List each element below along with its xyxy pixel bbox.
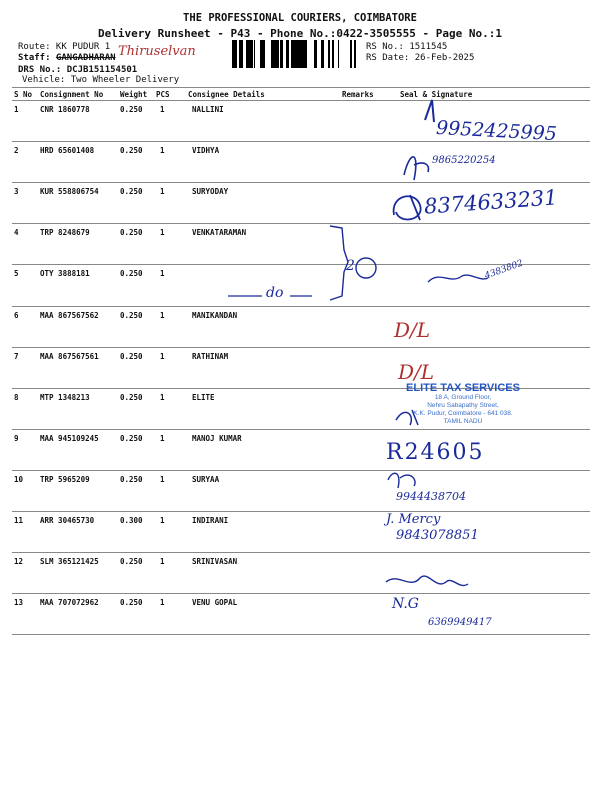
row-consignment-no: SLM 365121425 bbox=[40, 557, 99, 567]
staff-name: GANGADHARAN bbox=[55, 53, 116, 63]
phone-row-3: 8374633231 bbox=[423, 185, 559, 219]
col-consignee: Consignee Details bbox=[188, 90, 265, 99]
col-seal-signature: Seal & Signature bbox=[400, 90, 473, 99]
phone-row-11: 9843078851 bbox=[396, 528, 479, 543]
staff-handwritten: Thiruselvan bbox=[118, 44, 196, 59]
phone-row-10: 9944438704 bbox=[396, 490, 466, 503]
row-consignment-no: MAA 707072962 bbox=[40, 598, 99, 608]
signature-row-13: N.G bbox=[392, 596, 419, 612]
rs-number: RS No.: 1511545 bbox=[366, 42, 448, 52]
row-pcs: 1 bbox=[160, 557, 165, 567]
row-sno: 6 bbox=[14, 310, 19, 320]
row-pcs: 1 bbox=[160, 598, 165, 608]
row-consignee: VIDHYA bbox=[192, 146, 220, 156]
row-weight: 0.250 bbox=[120, 310, 143, 320]
row-consignee: INDIRANI bbox=[192, 516, 229, 525]
row-consignee: NALLINI bbox=[192, 105, 224, 114]
rs-date: RS Date: 26-Feb-2025 bbox=[366, 53, 475, 63]
row-sno: 11 bbox=[14, 516, 24, 525]
row-sno: 4 bbox=[14, 228, 19, 238]
row-weight: 0.250 bbox=[120, 105, 143, 114]
signature-13 bbox=[386, 576, 468, 585]
phone-row-1: 9952425995 bbox=[435, 116, 558, 146]
stamp-line-4: TAMIL NADU bbox=[443, 418, 483, 425]
row-pcs: 1 bbox=[160, 269, 165, 279]
signature-10 bbox=[388, 473, 415, 488]
stamp-title: ELITE TAX SERVICES bbox=[406, 382, 520, 394]
row-weight: 0.250 bbox=[120, 433, 143, 443]
row-sno: 2 bbox=[14, 146, 19, 156]
row-consignment-no: MAA 867567562 bbox=[40, 310, 99, 320]
row-weight: 0.250 bbox=[120, 269, 143, 279]
row-consignee: VENU GOPAL bbox=[192, 598, 238, 608]
runsheet-subtitle: Delivery Runsheet - P43 - Phone No.:0422-3505555 - Page No.:1 bbox=[98, 27, 502, 40]
row-sno: 1 bbox=[14, 105, 19, 114]
row-consignee: SURYAA bbox=[192, 474, 220, 484]
row-consignee: SURYODAY bbox=[192, 187, 229, 197]
row-sno: 8 bbox=[14, 392, 19, 402]
stamp-line-2: Nehru Sabapathy Street, bbox=[427, 402, 499, 409]
col-sno: S No bbox=[14, 90, 33, 99]
row-consignee: MANIKANDAN bbox=[192, 310, 238, 320]
signature-1 bbox=[425, 100, 434, 122]
row-consignment-no: CNR 1860778 bbox=[40, 105, 90, 114]
row-pcs: 1 bbox=[160, 474, 165, 484]
row-sno: 7 bbox=[14, 351, 19, 361]
row-pcs: 1 bbox=[160, 433, 165, 443]
row-pcs: 1 bbox=[160, 392, 165, 402]
row-consignment-no: KUR 558806754 bbox=[40, 187, 99, 197]
row-sno: 13 bbox=[14, 598, 24, 608]
row-weight: 0.300 bbox=[120, 516, 143, 525]
col-pcs: PCS bbox=[156, 90, 170, 99]
dl-row-7: D/L bbox=[398, 360, 435, 384]
signature-2 bbox=[404, 157, 428, 180]
row-consignment-no: MAA 945109245 bbox=[40, 433, 99, 443]
drs-number: DRS No.: DCJB151154501 bbox=[18, 65, 138, 75]
row-pcs: 1 bbox=[160, 310, 165, 320]
signature-3 bbox=[394, 195, 421, 220]
row-consignee: VENKATARAMAN bbox=[192, 228, 247, 238]
circle-mark bbox=[356, 258, 376, 278]
row-weight: 0.250 bbox=[120, 557, 143, 567]
row-weight: 0.250 bbox=[120, 598, 143, 608]
vehicle: Vehicle: Two Wheeler Delivery bbox=[22, 75, 180, 85]
row-sno: 3 bbox=[14, 187, 19, 197]
stamp-line-3: K.K. Pudur, Coimbatore - 641 038. bbox=[413, 410, 513, 417]
row-pcs: 1 bbox=[160, 228, 165, 238]
route: Route: KK PUDUR 1 bbox=[18, 42, 111, 52]
row-weight: 0.250 bbox=[120, 228, 143, 238]
row-weight: 0.250 bbox=[120, 187, 143, 197]
signature-row-11: J. Mercy bbox=[386, 512, 441, 527]
staff-label: Staff: bbox=[18, 53, 51, 63]
row-sno: 5 bbox=[14, 269, 19, 279]
row-consignee: SRINIVASAN bbox=[192, 557, 238, 567]
ditto-mark: do bbox=[266, 285, 284, 301]
row-pcs: 1 bbox=[160, 351, 165, 361]
phone-row-5: 4383802 bbox=[483, 258, 525, 282]
bracket-number: 2 bbox=[346, 258, 355, 274]
code-row-9: R24605 bbox=[386, 440, 485, 465]
row-consignment-no: MTP 1348213 bbox=[40, 392, 90, 402]
row-consignee: ELITE bbox=[192, 392, 215, 402]
company-title: THE PROFESSIONAL COURIERS, COIMBATORE bbox=[183, 12, 417, 24]
row-consignment-no: MAA 867567561 bbox=[40, 351, 99, 361]
row-weight: 0.250 bbox=[120, 351, 143, 361]
row-pcs: 1 bbox=[160, 516, 165, 525]
row-consignee: MANOJ KUMAR bbox=[192, 433, 242, 443]
phone-row-2: 9865220254 bbox=[432, 155, 496, 166]
row-consignee: RATHINAM bbox=[192, 351, 229, 361]
row-weight: 0.250 bbox=[120, 392, 143, 402]
row-consignment-no: ARR 30465730 bbox=[40, 516, 95, 525]
dl-row-6: D/L bbox=[394, 318, 431, 342]
col-remarks: Remarks bbox=[342, 90, 374, 99]
phone-row-13: 6369949417 bbox=[428, 617, 492, 628]
row-sno: 10 bbox=[14, 474, 24, 484]
row-sno: 12 bbox=[14, 557, 24, 567]
row-consignment-no: TRP 8248679 bbox=[40, 228, 90, 238]
stamp-line-1: 18 A, Ground Floor, bbox=[434, 394, 492, 401]
row-pcs: 1 bbox=[160, 187, 165, 197]
row-pcs: 1 bbox=[160, 105, 165, 114]
row-weight: 0.250 bbox=[120, 474, 143, 484]
company-stamp bbox=[388, 382, 538, 426]
col-consignment: Consignment No bbox=[40, 90, 104, 99]
row-consignment-no: HRD 65601408 bbox=[40, 146, 95, 156]
row-consignment-no: TRP 5965209 bbox=[40, 474, 90, 484]
row-weight: 0.250 bbox=[120, 146, 143, 156]
row-sno: 9 bbox=[14, 433, 19, 443]
signature-5 bbox=[428, 275, 488, 282]
col-weight: Weight bbox=[120, 90, 148, 99]
row-pcs: 1 bbox=[160, 146, 165, 156]
row-consignment-no: OTY 3888181 bbox=[40, 269, 90, 279]
